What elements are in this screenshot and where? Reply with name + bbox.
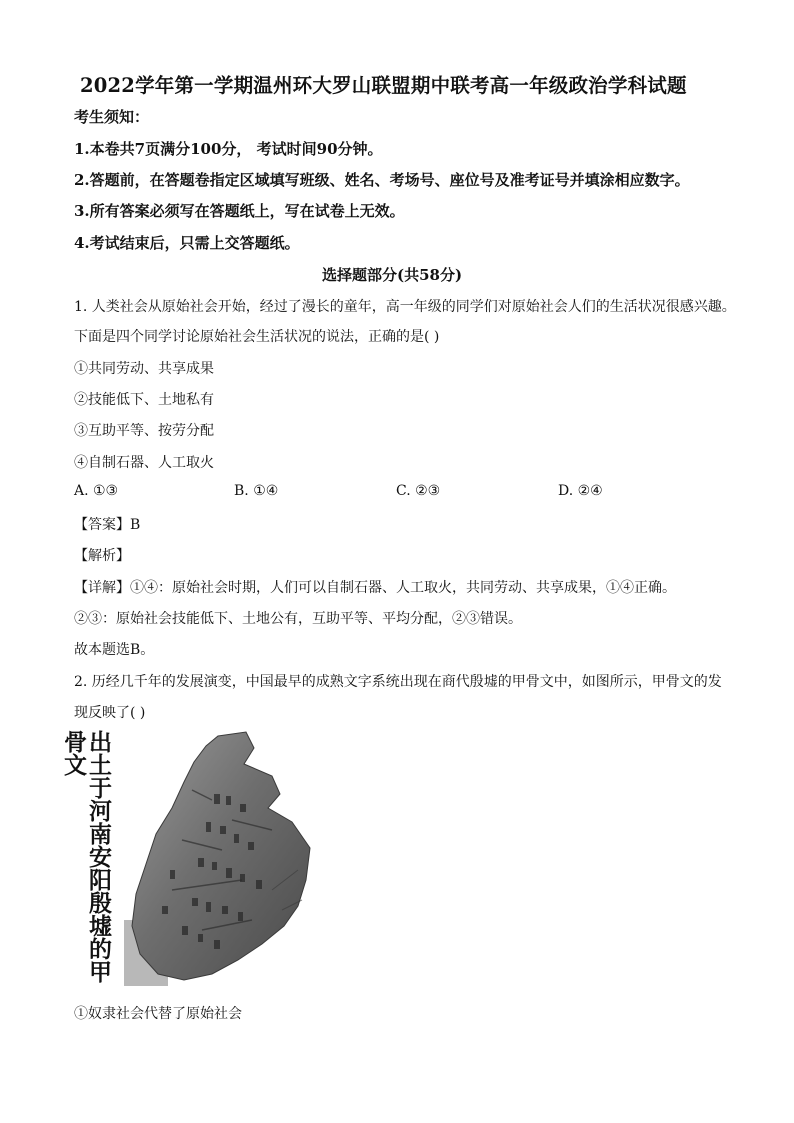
q1-statement-1: ①共同劳动、共享成果: [74, 361, 214, 377]
q1-option-d: D. ②④: [558, 483, 603, 499]
q1-conclusion: 故本题选B。: [74, 642, 155, 658]
answer-label: 【答案】: [74, 517, 130, 533]
q1-statement-4: ④自制石器、人工取火: [74, 455, 214, 471]
detail-label: 【详解】: [74, 580, 130, 596]
section-title: 选择题部分(共58分): [322, 266, 463, 284]
q1-option-a: A. ①③: [74, 483, 119, 499]
notice-item-3: 3.所有答案必须写在答题纸上，写在试卷上无效。: [74, 202, 405, 220]
q1-stem-line2: 下面是四个同学讨论原始社会生活状况的说法，正确的是( ): [74, 329, 440, 345]
q1-detail-line1: [74, 577, 676, 597]
oracle-bone-figure: [60, 730, 316, 988]
page-title: 2022学年第一学期温州环大罗山联盟期中联考高一年级政治学科试题: [80, 74, 687, 97]
q1-answer: [74, 514, 140, 534]
answer-value: B: [130, 517, 141, 533]
q1-statement-2: ②技能低下、土地私有: [74, 392, 214, 408]
notice-item-2: 2.答题前，在答题卷指定区域填写班级、姓名、考场号、座位号及准考证号并填涂相应数字。: [74, 171, 690, 189]
notice-item-4: 4.考试结束后，只需上交答题纸。: [74, 234, 300, 252]
figure-caption: 出土于河南安阳殷墟的甲骨文: [60, 730, 111, 983]
q1-option-c: C. ②③: [396, 483, 441, 499]
detail-text-1: ①④：原始社会时期，人们可以自制石器、人工取火，共同劳动、共享成果，①④正确。: [130, 580, 676, 596]
q2-stem-line1: 2. 历经几千年的发展演变，中国最早的成熟文字系统出现在商代殷墟的甲骨文中，如图所示，甲骨文的发: [74, 674, 722, 690]
q1-stem-line1: 1. 人类社会从原始社会开始，经过了漫长的童年，高一年级的同学们对原始社会人们的生活状况很感兴趣。: [74, 299, 736, 315]
oracle-bone-image: [122, 730, 316, 988]
q1-detail-line2: ②③：原始社会技能低下、土地公有，互助平等、平均分配，②③错误。: [74, 611, 522, 627]
q1-option-b: B. ①④: [234, 483, 279, 499]
notice-item-1: 1.本卷共7页满分100分， 考试时间90分钟。: [74, 140, 383, 158]
q2-stem-line2: 现反映了( ): [74, 705, 146, 721]
q1-statement-3: ③互助平等、按劳分配: [74, 423, 214, 439]
q1-analysis-label: 【解析】: [74, 548, 130, 564]
q2-statement-1: ①奴隶社会代替了原始社会: [74, 1006, 242, 1022]
notice-heading: 考生须知：: [74, 108, 150, 126]
